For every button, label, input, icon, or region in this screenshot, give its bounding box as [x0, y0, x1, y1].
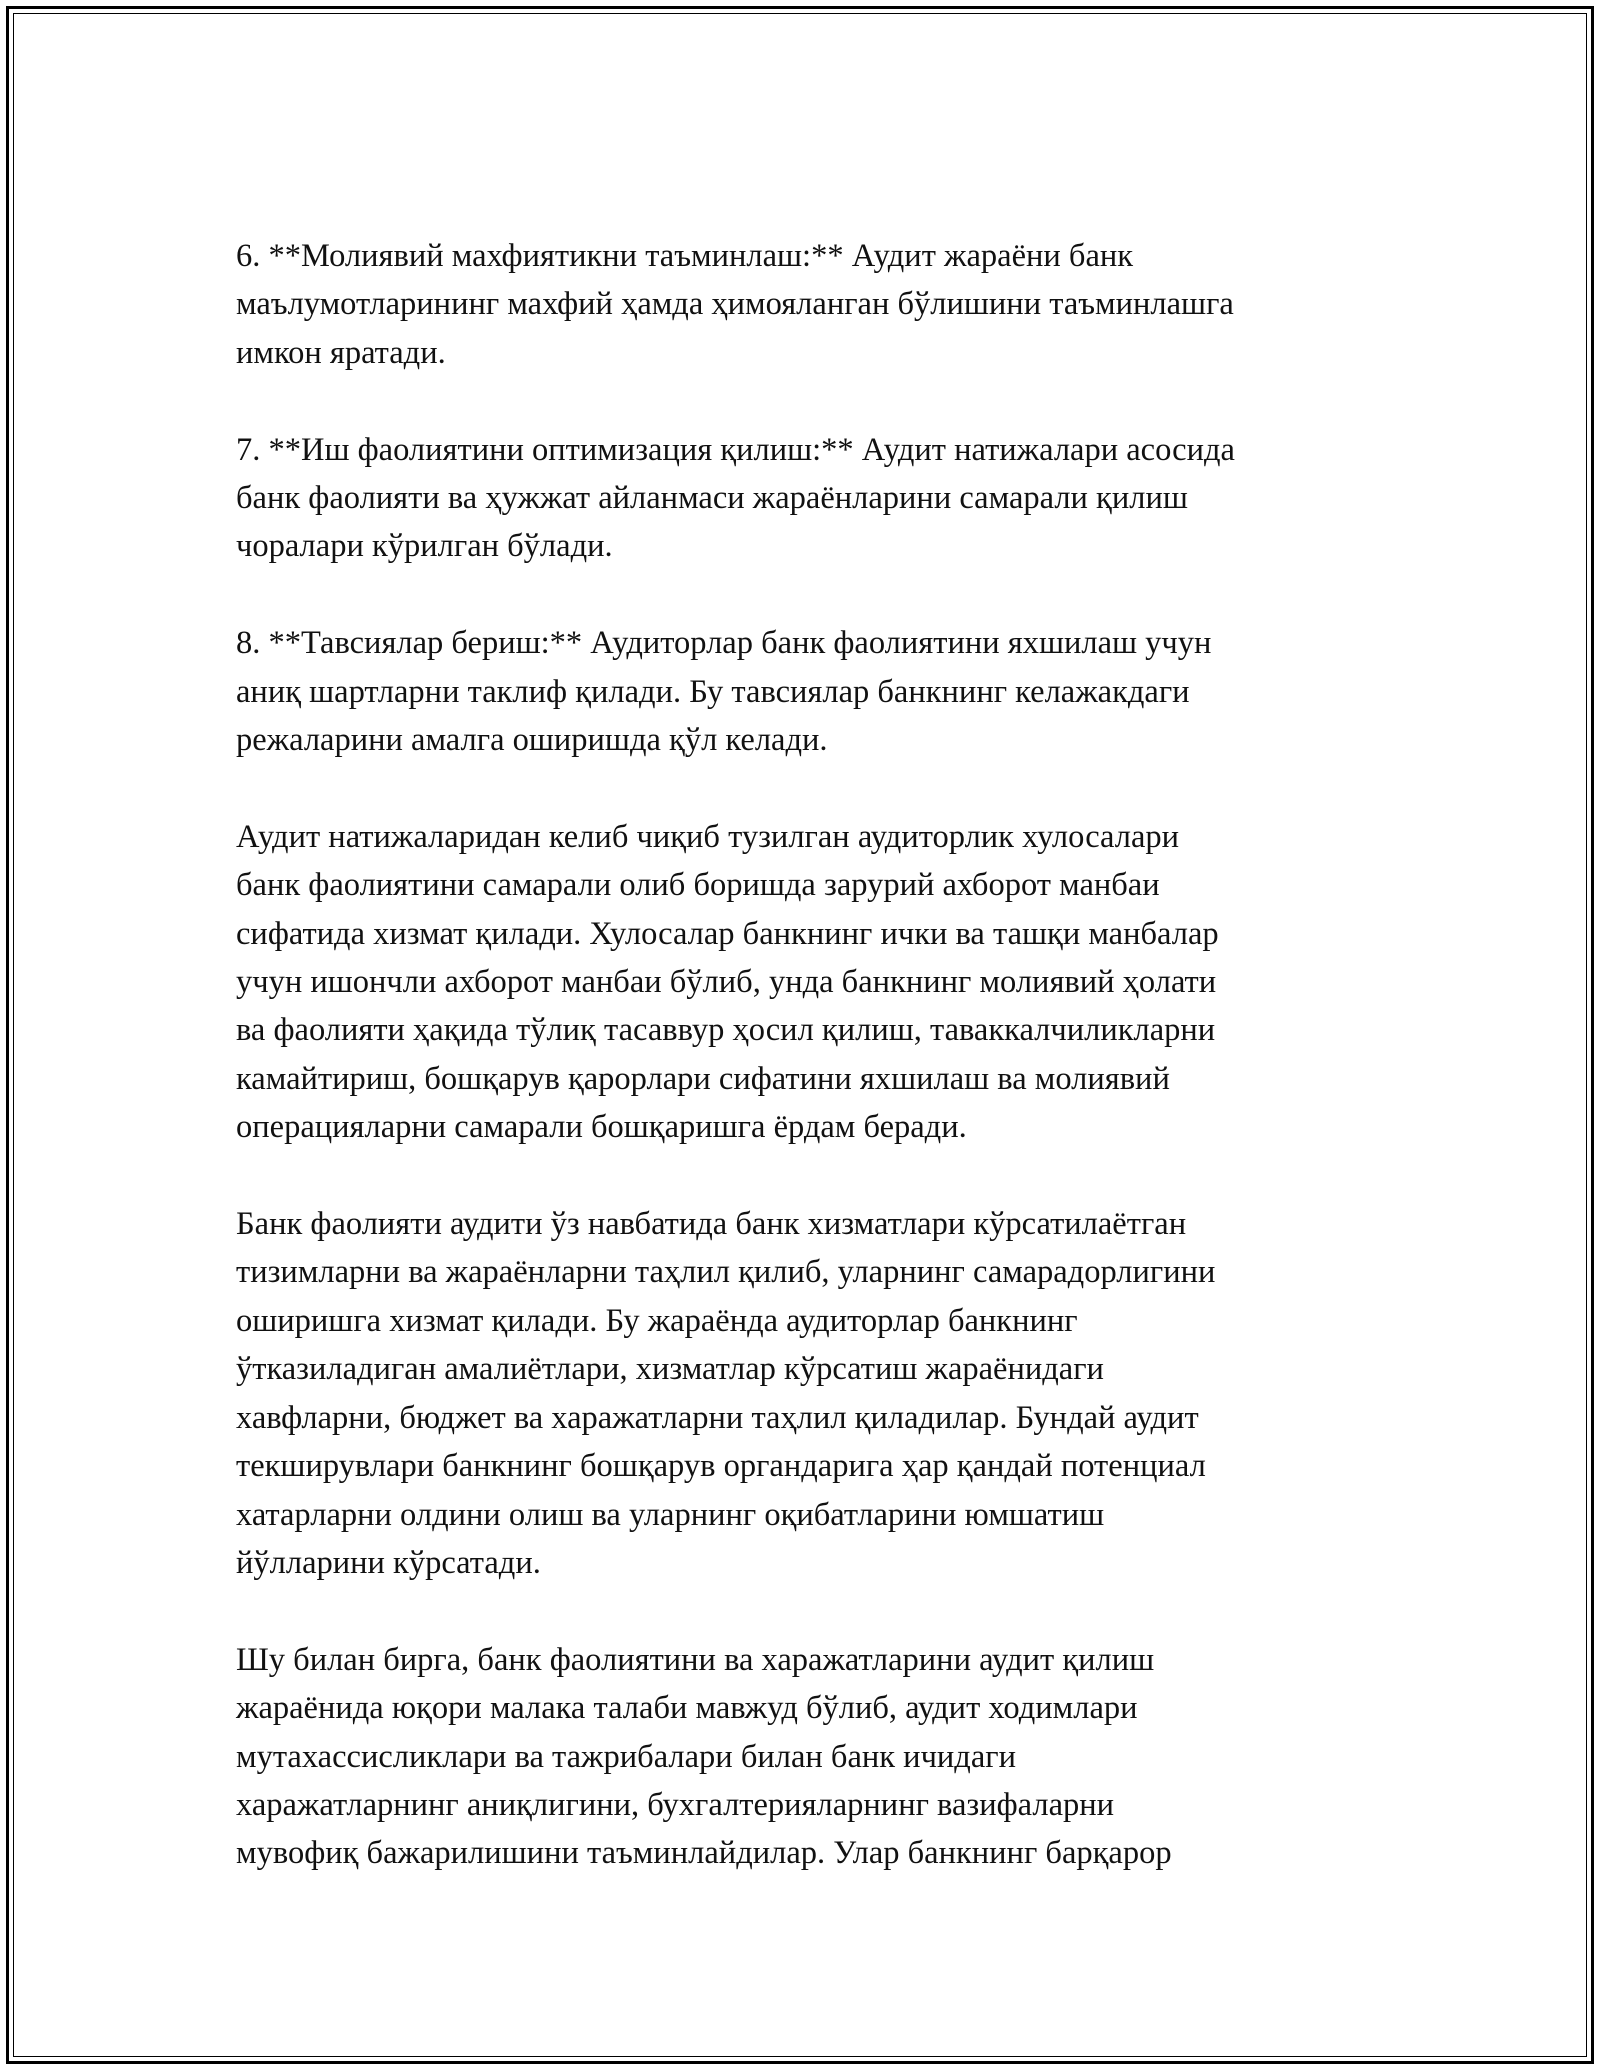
text-line: Банк фаолияти аудити ўз навбатида банк хизматлари кўрсатилаётган	[236, 1206, 1187, 1243]
text-line: Шу билан бирга, банк фаолиятини ва харажатларини аудит қилиш	[236, 1641, 1155, 1678]
text-line: операцияларни самарали бошқаришга ёрдам беради.	[236, 1109, 967, 1146]
paragraph-item-6-confidentiality	[236, 232, 1396, 377]
text-line: жараёнида юқори малака талаби мавжуд бўлиб, аудит ходимлари	[236, 1690, 1138, 1727]
text-line: маълумотларининг махфий ҳамда ҳимояланган бўлишини таъминлашга	[236, 286, 1234, 323]
text-line: мутахассисликлари ва тажрибалари билан банк ичидаги	[236, 1738, 1016, 1775]
text-line: чоралари кўрилган бўлади.	[236, 528, 613, 565]
text-line: хатарларни олдини олиш ва уларнинг оқибатларини юмшатиш	[236, 1496, 1105, 1533]
text-line: 6. **Молиявий махфиятикни таъминлаш:** Аудит жараёни банк	[236, 238, 1134, 274]
paragraph-audit-conclusions	[236, 813, 1396, 1152]
paragraph-audit-staff-qualification	[236, 1636, 1396, 1878]
text-line: ўтказиладиган амалиётлари, хизматлар кўрсатиш жараёнидаги	[236, 1351, 1104, 1388]
text-line: банк фаолияти ва ҳужжат айланмаси жараёнларини самарали қилиш	[236, 480, 1188, 517]
text-line: ва фаолияти ҳақида тўлиқ тасаввур ҳосил қилиш, таваккалчиликларни	[236, 1012, 1216, 1049]
text-line: тизимларни ва жараёнларни таҳлил қилиб, уларнинг самарадорлигини	[236, 1254, 1216, 1291]
text-line: харажатларнинг аниқлигини, бухгалтерияларнинг вазифаларни	[236, 1786, 1115, 1823]
text-line: имкон яратади.	[236, 334, 446, 371]
text-line: аниқ шартларни таклиф қилади. Бу тавсиялар банкнинг келажакдаги	[236, 673, 1190, 710]
text-line: 8. **Тавсиялар бериш:** Аудиторлар банк фаолиятини яхшилаш учун	[236, 625, 1212, 662]
text-line: учун ишончли ахборот манбаи бўлиб, унда банкнинг молиявий ҳолати	[236, 964, 1217, 1001]
text-line: камайтириш, бошқарув қарорлари сифатини яхшилаш ва молиявий	[236, 1060, 1170, 1097]
paragraph-item-8-recommendations	[236, 619, 1396, 764]
document-body	[236, 232, 1396, 1878]
text-line: мувофиқ бажарилишини таъминлайдилар. Улар банкнинг барқарор	[236, 1835, 1172, 1872]
text-line: Аудит натижаларидан келиб чиқиб тузилган аудиторлик хулосалари	[236, 818, 1180, 855]
text-line: текширувлари банкнинг бошқарув органдарига ҳар қандай потенциал	[236, 1448, 1206, 1485]
text-line: оширишга хизмат қилади. Бу жараёнда аудиторлар банкнинг	[236, 1302, 1078, 1339]
text-line: йўлларини кўрсатади.	[236, 1544, 541, 1581]
text-line: 7. **Иш фаолиятини оптимизация қилиш:** Аудит натижалари асосида	[236, 431, 1235, 468]
paragraph-bank-activity-audit	[236, 1200, 1396, 1587]
text-line: банк фаолиятини самарали олиб боришда зарурий ахборот манбаи	[236, 867, 1160, 904]
text-line: хавфларни, бюджет ва харажатларни таҳлил қиладилар. Бундай аудит	[236, 1399, 1199, 1436]
paragraph-item-7-optimization	[236, 426, 1396, 571]
text-line: режаларини амалга оширишда қўл келади.	[236, 722, 828, 759]
text-line: сифатида хизмат қилади. Хулосалар банкнинг ички ва ташқи манбалар	[236, 915, 1219, 952]
